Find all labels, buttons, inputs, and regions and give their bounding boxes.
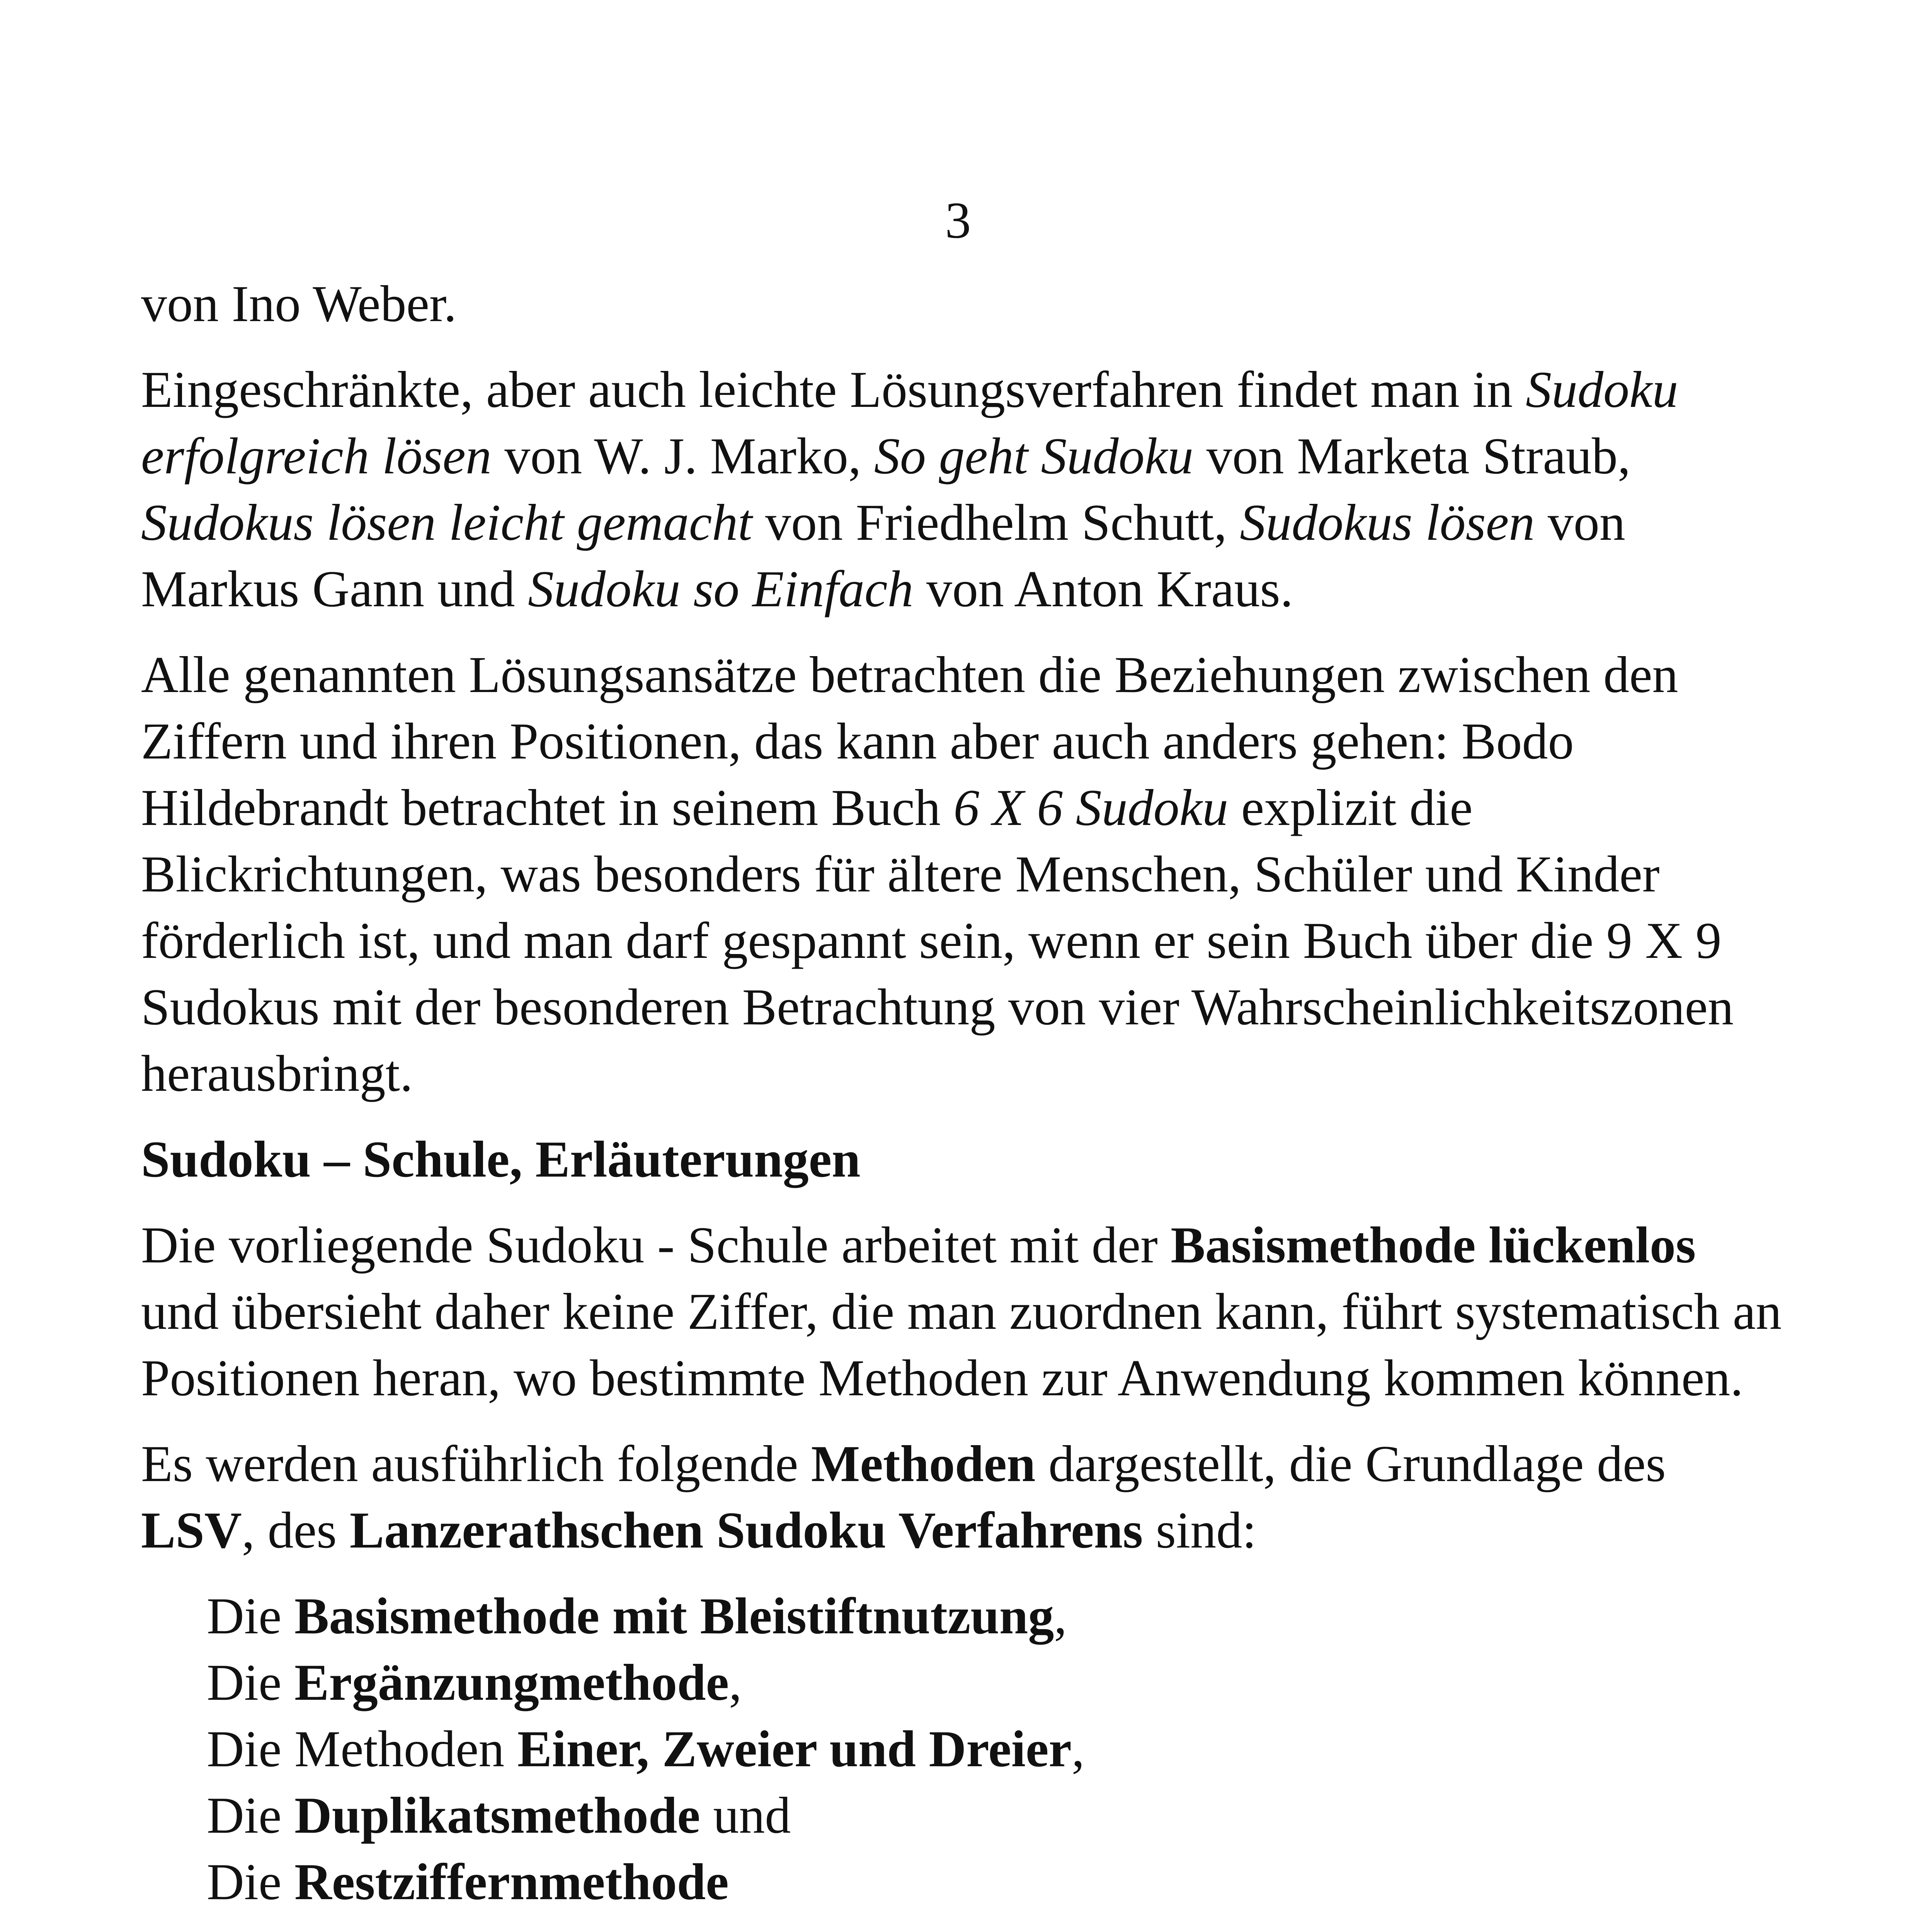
book-title: Sudoku so Einfach: [528, 560, 914, 617]
text-span: von Marketa Straub,: [1193, 427, 1631, 485]
text-span: ,: [729, 1654, 742, 1711]
text-span: explizit die Blickrichtungen, was besonders für ältere Menschen, Schüler und Kinder förderlich ist, und man darf gespannt sein, wenn er sein Buch über die 9 X 9 Sudokus mit der besonderen Betrachtung von vier Wahrscheinlichkeitszonen herausbringt.: [141, 779, 1734, 1102]
text-span: Alle genannten Lösungsansätze betrachten die Beziehungen zwischen den Ziffern und ihren Positionen, das kann aber auch anders gehen: Bodo Hildebrandt betrachtet in seinem Buch: [141, 646, 1678, 836]
bold-term: Methoden: [811, 1435, 1036, 1492]
page-number: 3: [945, 192, 971, 249]
text-span: von Anton Kraus.: [913, 560, 1293, 617]
book-title: So geht Sudoku: [874, 427, 1194, 485]
paragraph-1: [141, 270, 1783, 337]
text-span: von Ino Weber.: [141, 275, 457, 332]
text-span: Die: [207, 1787, 294, 1844]
method-name: Duplikatsmethode: [294, 1787, 700, 1844]
book-title: Sudoku erfolgreich lösen: [141, 361, 1678, 485]
text-span: Eingeschränkte, aber auch leichte Lösungsverfahren findet man in: [141, 361, 1526, 418]
method-item: [207, 1583, 1783, 1649]
method-name: Ergänzungmethode: [294, 1654, 729, 1711]
text-span: ,: [1072, 1720, 1085, 1777]
text-span: Die vorliegende Sudoku - Schule arbeitet mit der: [141, 1216, 1171, 1274]
text-span: von Markus Gann und: [141, 494, 1625, 617]
method-name: Einer, Zweier und Dreier: [517, 1720, 1072, 1777]
paragraph-2: [141, 356, 1783, 622]
page-body: [141, 270, 1783, 1932]
method-item: [207, 1716, 1783, 1782]
text-span: von Friedhelm Schutt,: [752, 494, 1240, 551]
text-span: ,: [1054, 1587, 1067, 1645]
text-span: Die: [207, 1587, 294, 1645]
text-span: und: [700, 1787, 791, 1844]
book-title: 6 X 6 Sudoku: [953, 779, 1229, 836]
text-span: , des: [242, 1502, 350, 1559]
method-item: [207, 1649, 1783, 1716]
text-span: Es werden ausführlich folgende: [141, 1435, 811, 1492]
section-heading: Sudoku – Schule, Erläuterungen: [141, 1131, 861, 1188]
method-list: [207, 1583, 1783, 1915]
text-span: Die: [207, 1853, 294, 1910]
book-title: Sudokus lösen leicht gemacht: [141, 494, 752, 551]
paragraph-5: [141, 1430, 1783, 1563]
method-item: [207, 1782, 1783, 1849]
text-span: sind:: [1143, 1502, 1257, 1559]
method-name: Basismethode mit Bleistiftnutzung: [294, 1587, 1054, 1645]
paragraph-3: [141, 641, 1783, 1107]
book-title: Sudokus lösen: [1240, 494, 1535, 551]
bold-term: LSV: [141, 1502, 242, 1559]
text-span: Die: [207, 1654, 294, 1711]
text-span: Die Methoden: [207, 1720, 517, 1777]
method-item: [207, 1849, 1783, 1915]
paragraph-6: [141, 1930, 1783, 1932]
paragraph-4: [141, 1212, 1783, 1411]
text-span: von W. J. Marko,: [491, 427, 874, 485]
text-span: dargestellt, die Grundlage des: [1035, 1435, 1666, 1492]
text-span: und übersieht daher keine Ziffer, die man zuordnen kann, führt systematisch an Positionen heran, wo bestimmte Methoden zur Anwendung kommen können.: [141, 1283, 1782, 1406]
bold-term: Lanzerathschen Sudoku Verfahrens: [349, 1502, 1143, 1559]
method-name: Restziffernmethode: [294, 1853, 729, 1910]
bold-term: Basismethode lückenlos: [1171, 1216, 1696, 1274]
